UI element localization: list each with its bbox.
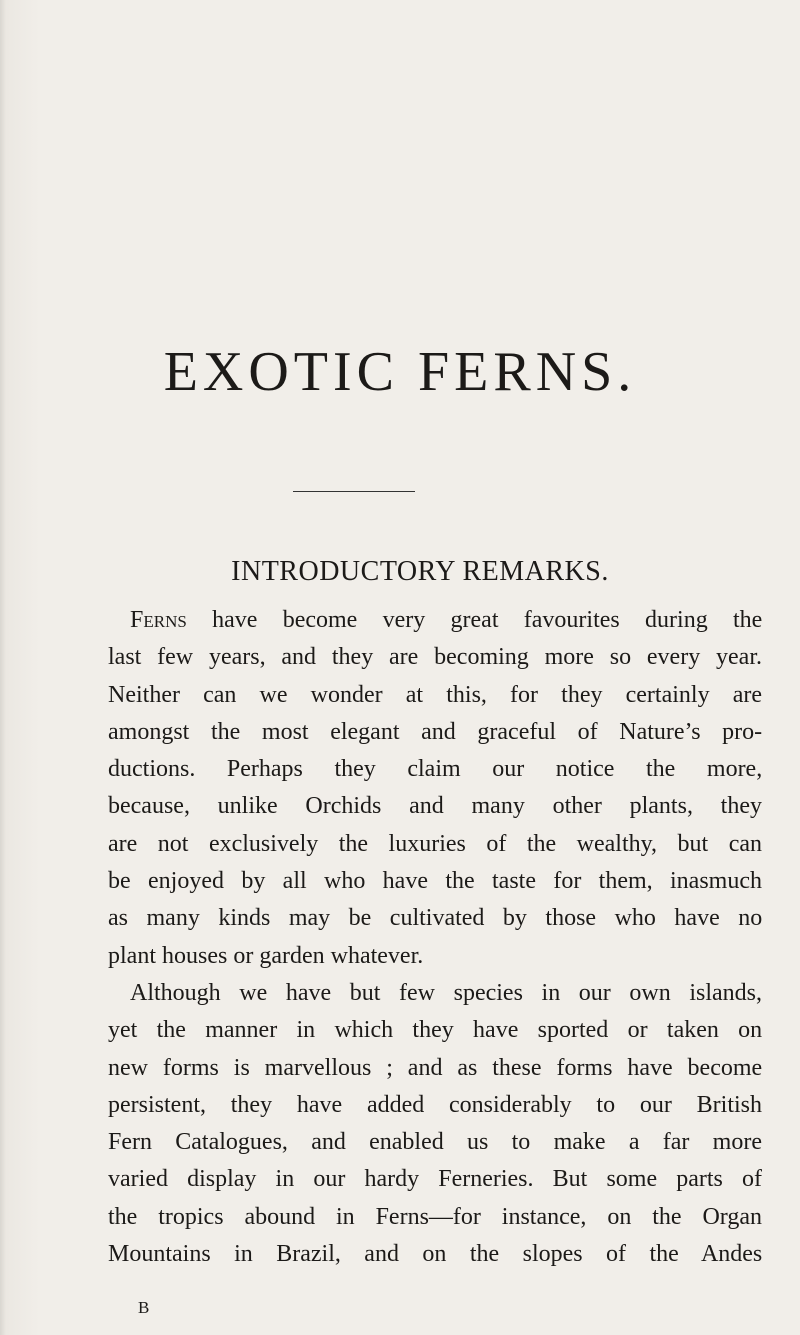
paragraph-2-line: the tropics abound in Ferns—for instance, on the Organ bbox=[108, 1203, 762, 1230]
paragraph-1-line: Ferns have become very great favourites during the bbox=[130, 607, 763, 633]
paragraph-1-line: amongst the most elegant and graceful of Nature’s pro- bbox=[108, 718, 763, 745]
paragraph-1-line: are not exclusively the luxuries of the wealthy, but can bbox=[108, 830, 762, 857]
section-heading: INTRODUCTORY REMARKS. bbox=[231, 556, 609, 587]
paragraph-1-first-word: Ferns bbox=[130, 607, 187, 633]
paragraph-1-line: as many kinds may be cultivated by those who have no bbox=[108, 905, 763, 932]
paragraph-1-line: last few years, and they are becoming more so every year. bbox=[108, 644, 762, 671]
paragraph-1-line: because, unlike Orchids and many other plants, they bbox=[108, 793, 762, 820]
paragraph-2-line: Fern Catalogues, and enabled us to make a far more bbox=[108, 1129, 762, 1156]
body-text bbox=[108, 602, 762, 1273]
paragraph-2-line: new forms is marvellous ; and as these forms have become bbox=[108, 1054, 763, 1081]
paragraph-1-line: be enjoyed by all who have the taste for them, inasmuch bbox=[108, 868, 762, 895]
page-title: EXOTIC FERNS. bbox=[163, 341, 637, 403]
paragraph-1-line: plant houses or garden whatever. bbox=[108, 942, 424, 969]
title-divider bbox=[293, 491, 415, 492]
paragraph-2-line: Mountains in Brazil, and on the slopes of the Andes bbox=[108, 1241, 763, 1268]
paragraph-2-line: Although we have but few species in our own islands, bbox=[130, 979, 762, 1006]
paragraph-1-line: Neither can we wonder at this, for they certainly are bbox=[108, 681, 762, 708]
paragraph-1-line: ductions. Perhaps they claim our notice the more, bbox=[108, 756, 763, 783]
paragraph-2-line: varied display in our hardy Ferneries. But some parts of bbox=[108, 1166, 762, 1193]
paragraph-2-line: persistent, they have added considerably to our British bbox=[108, 1091, 762, 1118]
signature-mark: B bbox=[138, 1298, 150, 1317]
paragraph-2-line: yet the manner in which they have sported or taken on bbox=[108, 1017, 763, 1044]
